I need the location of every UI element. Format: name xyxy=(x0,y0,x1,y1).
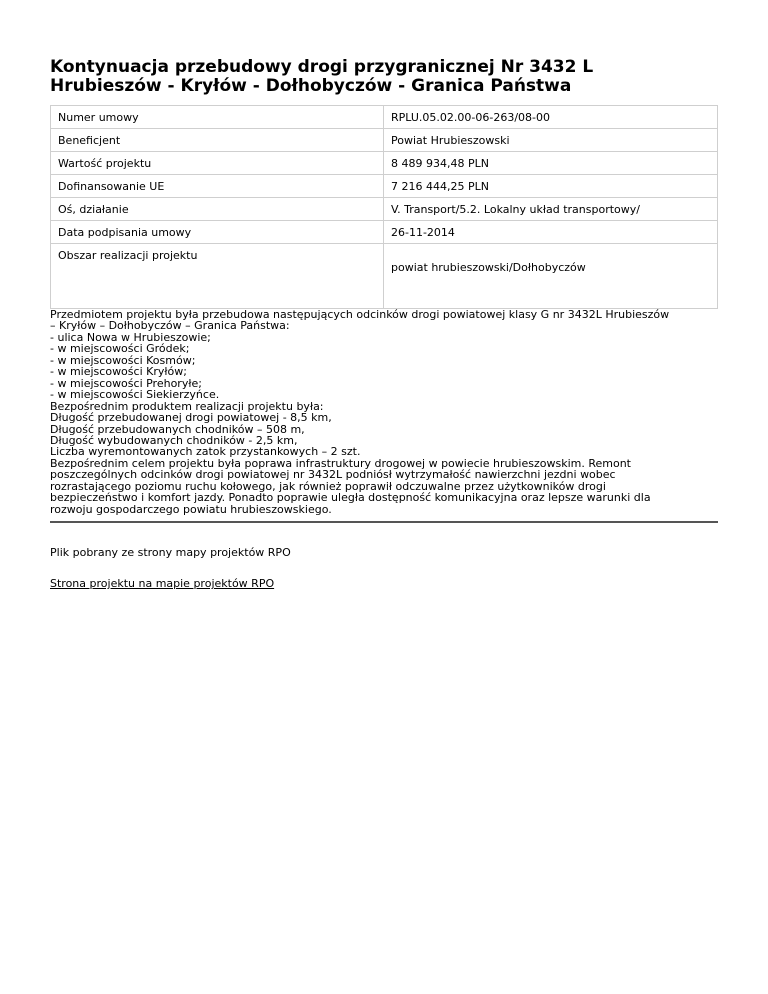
document-page xyxy=(50,0,718,591)
eu-funding-value: 7 216 444,25 PLN xyxy=(384,175,718,198)
table-row xyxy=(51,221,718,244)
description-line: - w miejscowości Kosmów; xyxy=(50,353,196,367)
description-line: - w miejscowości Prehoryłe; xyxy=(50,376,202,390)
table-row xyxy=(51,106,718,129)
project-page-link[interactable]: Strona projektu na mapie projektów RPO xyxy=(50,577,275,591)
description-line: poszczególnych odcinków drogi powiatowej nr 3432L podniósł wytrzymałość nawierzchni jezdni wobec xyxy=(50,468,616,482)
project-area-label: Obszar realizacji projektu xyxy=(51,244,384,309)
horizontal-divider xyxy=(50,521,718,523)
description-line: bezpieczeństwo i komfort jazdy. Ponadto poprawie uległa dostępność komunikacyjna oraz lepsze warunki dla xyxy=(50,491,651,505)
table-row xyxy=(51,198,718,221)
description-line: Długość przebudowanej drogi powiatowej - 8,5 km, xyxy=(50,411,332,425)
contract-number-value: RPLU.05.02.00-06-263/08-00 xyxy=(384,106,718,129)
contract-number-label: Numer umowy xyxy=(51,106,384,129)
description-line: Długość przebudowanych chodników – 508 m, xyxy=(50,422,305,436)
project-area-value: powiat hrubieszowski/Dołhobyczów xyxy=(384,244,718,309)
source-note: Plik pobrany ze strony mapy projektów RPO xyxy=(50,546,291,560)
table-row xyxy=(51,152,718,175)
description-line: rozrastającego poziomu ruchu kołowego, jak również poprawił odczuwalne przez użytkowników drogi xyxy=(50,479,606,493)
project-value-value: 8 489 934,48 PLN xyxy=(384,152,718,175)
description-line: rozwoju gospodarczego powiatu hrubieszowskiego. xyxy=(50,502,332,516)
table-row xyxy=(51,244,718,309)
page-title xyxy=(50,0,718,96)
beneficiary-value: Powiat Hrubieszowski xyxy=(384,129,718,152)
description-line: Bezpośrednim celem projektu była poprawa infrastruktury drogowej w powiecie hrubieszowskim. Remont xyxy=(50,456,631,470)
description-line: Liczba wyremontowanych zatok przystankowych – 2 szt. xyxy=(50,445,361,459)
description-line: - w miejscowości Gródek; xyxy=(50,342,190,356)
description-line: Długość wybudowanych chodników - 2,5 km, xyxy=(50,433,298,447)
description-line: - w miejscowości Siekierzyńce. xyxy=(50,388,220,402)
signing-date-label: Data podpisania umowy xyxy=(51,221,384,244)
project-value-label: Wartość projektu xyxy=(51,152,384,175)
title-line-1: Kontynuacja przebudowy drogi przygranicznej Nr 3432 L xyxy=(50,57,594,77)
project-info-table xyxy=(50,105,718,309)
eu-funding-label: Dofinansowanie UE xyxy=(51,175,384,198)
axis-action-value: V. Transport/5.2. Lokalny układ transportowy/ xyxy=(384,198,718,221)
title-line-2: Hrubieszów - Kryłów - Dołhobyczów - Granica Państwa xyxy=(50,76,572,96)
axis-action-label: Oś, działanie xyxy=(51,198,384,221)
description-line: - ulica Nowa w Hrubieszowie; xyxy=(50,330,211,344)
beneficiary-label: Beneficjent xyxy=(51,129,384,152)
description-line: - w miejscowości Kryłów; xyxy=(50,365,187,379)
project-description xyxy=(50,309,718,515)
description-line: Przedmiotem projektu była przebudowa następujących odcinków drogi powiatowej klasy G nr 3432L Hrubieszów xyxy=(50,308,670,321)
description-line: – Kryłów – Dołhobyczów – Granica Państwa: xyxy=(50,319,290,333)
table-row xyxy=(51,129,718,152)
table-row xyxy=(51,175,718,198)
description-line: Bezpośrednim produktem realizacji projektu była: xyxy=(50,399,324,413)
signing-date-value: 26-11-2014 xyxy=(384,221,718,244)
